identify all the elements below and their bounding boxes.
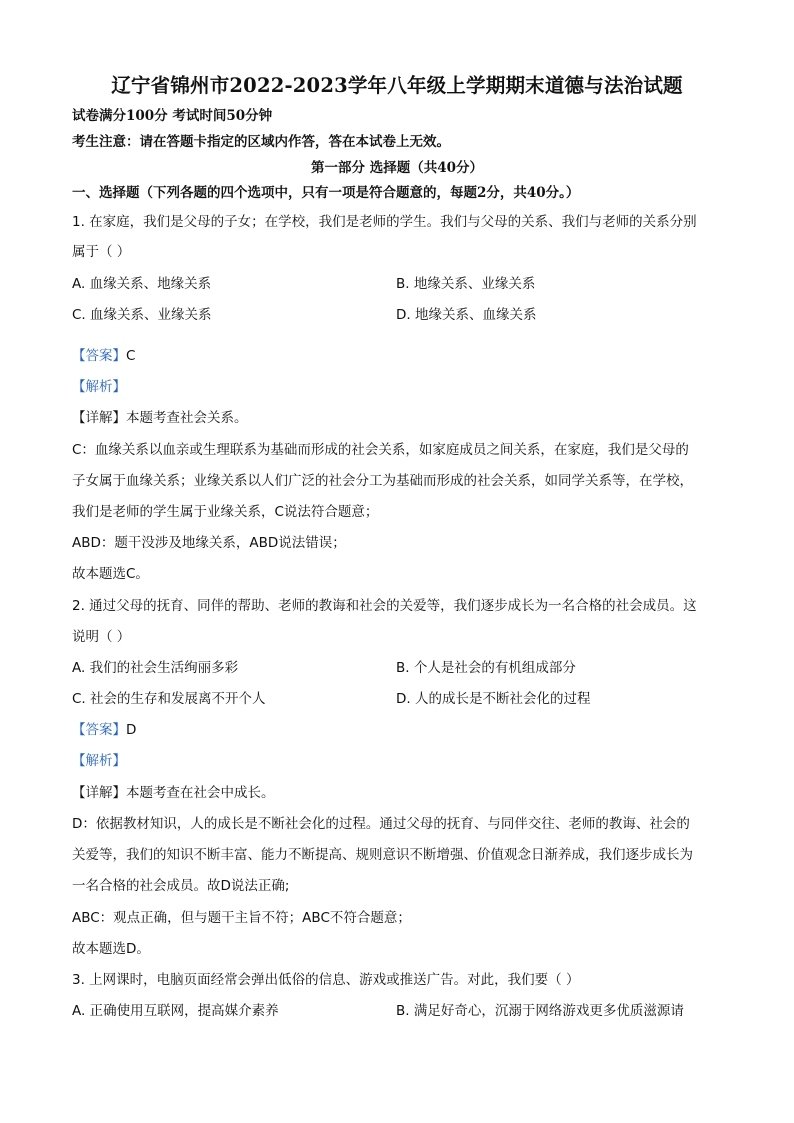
question-2-stem-line-1: 2. 通过父母的抚育、同伴的帮助、老师的教诲和社会的关爱等，我们逐步成长为一名合格的社会成员。这	[72, 598, 697, 614]
question-1-explain-line-1: C：血缘关系以血亲或生理联系为基础而形成的社会关系，如家庭成员之间关系，在家庭，我们是父母的	[72, 442, 689, 458]
question-2-explain-line-2: 关爱等，我们的知识不断丰富、能力不断提高、规则意识不断增强、价值观念日渐养成，我们逐步成长为	[72, 847, 693, 863]
question-2-option-a: A. 我们的社会生活绚丽多彩	[72, 660, 239, 676]
part-title: 第一部分 选择题（共40分）	[311, 160, 483, 176]
answer-value: C	[126, 348, 136, 364]
document-title: 辽宁省锦州市2022-2023学年八年级上学期期末道德与法治试题	[111, 74, 683, 97]
question-2-explain-line-1: D：依据教材知识，人的成长是不断社会化的过程。通过父母的抚育、与同伴交往、老师的教诲、社会的	[72, 816, 690, 832]
question-1-explain-line-2: 子女属于血缘关系；业缘关系以人们广泛的社会分工为基础而形成的社会关系，如同学关系等，在学校，	[72, 473, 693, 489]
question-1-option-c: C. 血缘关系、业缘关系	[72, 307, 212, 323]
question-2-option-c: C. 社会的生存和发展离不开个人	[72, 691, 266, 707]
question-1-explain-line-3: 我们是老师的学生属于业缘关系，C说法符合题意；	[72, 504, 379, 520]
detail-intro: 本题考查在社会中成长。	[126, 785, 275, 801]
question-1-option-a: A. 血缘关系、地缘关系	[72, 276, 212, 292]
question-1-explain-line-4: ABD：题干没涉及地缘关系，ABD说法错误；	[72, 535, 346, 551]
question-3-option-a: A. 正确使用互联网，提高媒介素养	[72, 1003, 279, 1019]
question-3-stem-line-1: 3. 上网课时，电脑页面经常会弹出低俗的信息、游戏或推送广告。对此，我们要（ ）	[72, 972, 580, 988]
question-2-option-d: D. 人的成长是不断社会化的过程	[396, 691, 591, 707]
detail-tag: 【详解】	[72, 785, 126, 801]
exam-info: 试卷满分100分 考试时间50分钟	[72, 108, 273, 124]
question-1-stem-line-2: 属于（ ）	[72, 244, 131, 260]
question-1-option-d: D. 地缘关系、血缘关系	[396, 307, 537, 323]
section-heading: 一、选择题（下列各题的四个选项中，只有一项是符合题意的，每题2分，共40分。）	[72, 185, 580, 201]
question-2-answer	[72, 718, 136, 738]
analysis-tag: 【解析】	[72, 379, 126, 395]
detail-intro: 本题考查社会关系。	[126, 410, 248, 426]
question-3-option-b: B. 满足好奇心，沉溺于网络游戏更多优质滋源请	[396, 1003, 684, 1019]
question-2-stem-line-2: 说明（ ）	[72, 629, 131, 645]
question-2-option-b: B. 个人是社会的有机组成部分	[396, 660, 576, 676]
question-2-explain-line-4: ABC：观点正确，但与题干主旨不符；ABC不符合题意；	[72, 910, 411, 926]
answer-tag: 【答案】	[72, 348, 126, 364]
exam-notice: 考生注意：请在答题卡指定的区域内作答，答在本试卷上无效。	[72, 134, 450, 150]
question-1-detail	[72, 406, 248, 426]
question-2-explain-line-5: 故本题选D。	[72, 941, 150, 957]
question-1-answer	[72, 344, 135, 364]
question-1-explain-line-5: 故本题选C。	[72, 566, 149, 582]
question-1-stem-line-1: 1. 在家庭，我们是父母的子女；在学校，我们是老师的学生。我们与父母的关系、我们与老师的关系分别	[72, 214, 697, 230]
detail-tag: 【详解】	[72, 410, 126, 426]
answer-tag: 【答案】	[72, 722, 126, 738]
analysis-tag: 【解析】	[72, 753, 126, 769]
answer-value: D	[126, 722, 137, 738]
question-1-option-b: B. 地缘关系、业缘关系	[396, 276, 536, 292]
question-2-explain-line-3: 一名合格的社会成员。故D说法正确;	[72, 878, 290, 894]
question-1-analysis-tag	[72, 375, 126, 395]
question-2-detail	[72, 781, 275, 801]
question-2-analysis-tag	[72, 749, 126, 769]
